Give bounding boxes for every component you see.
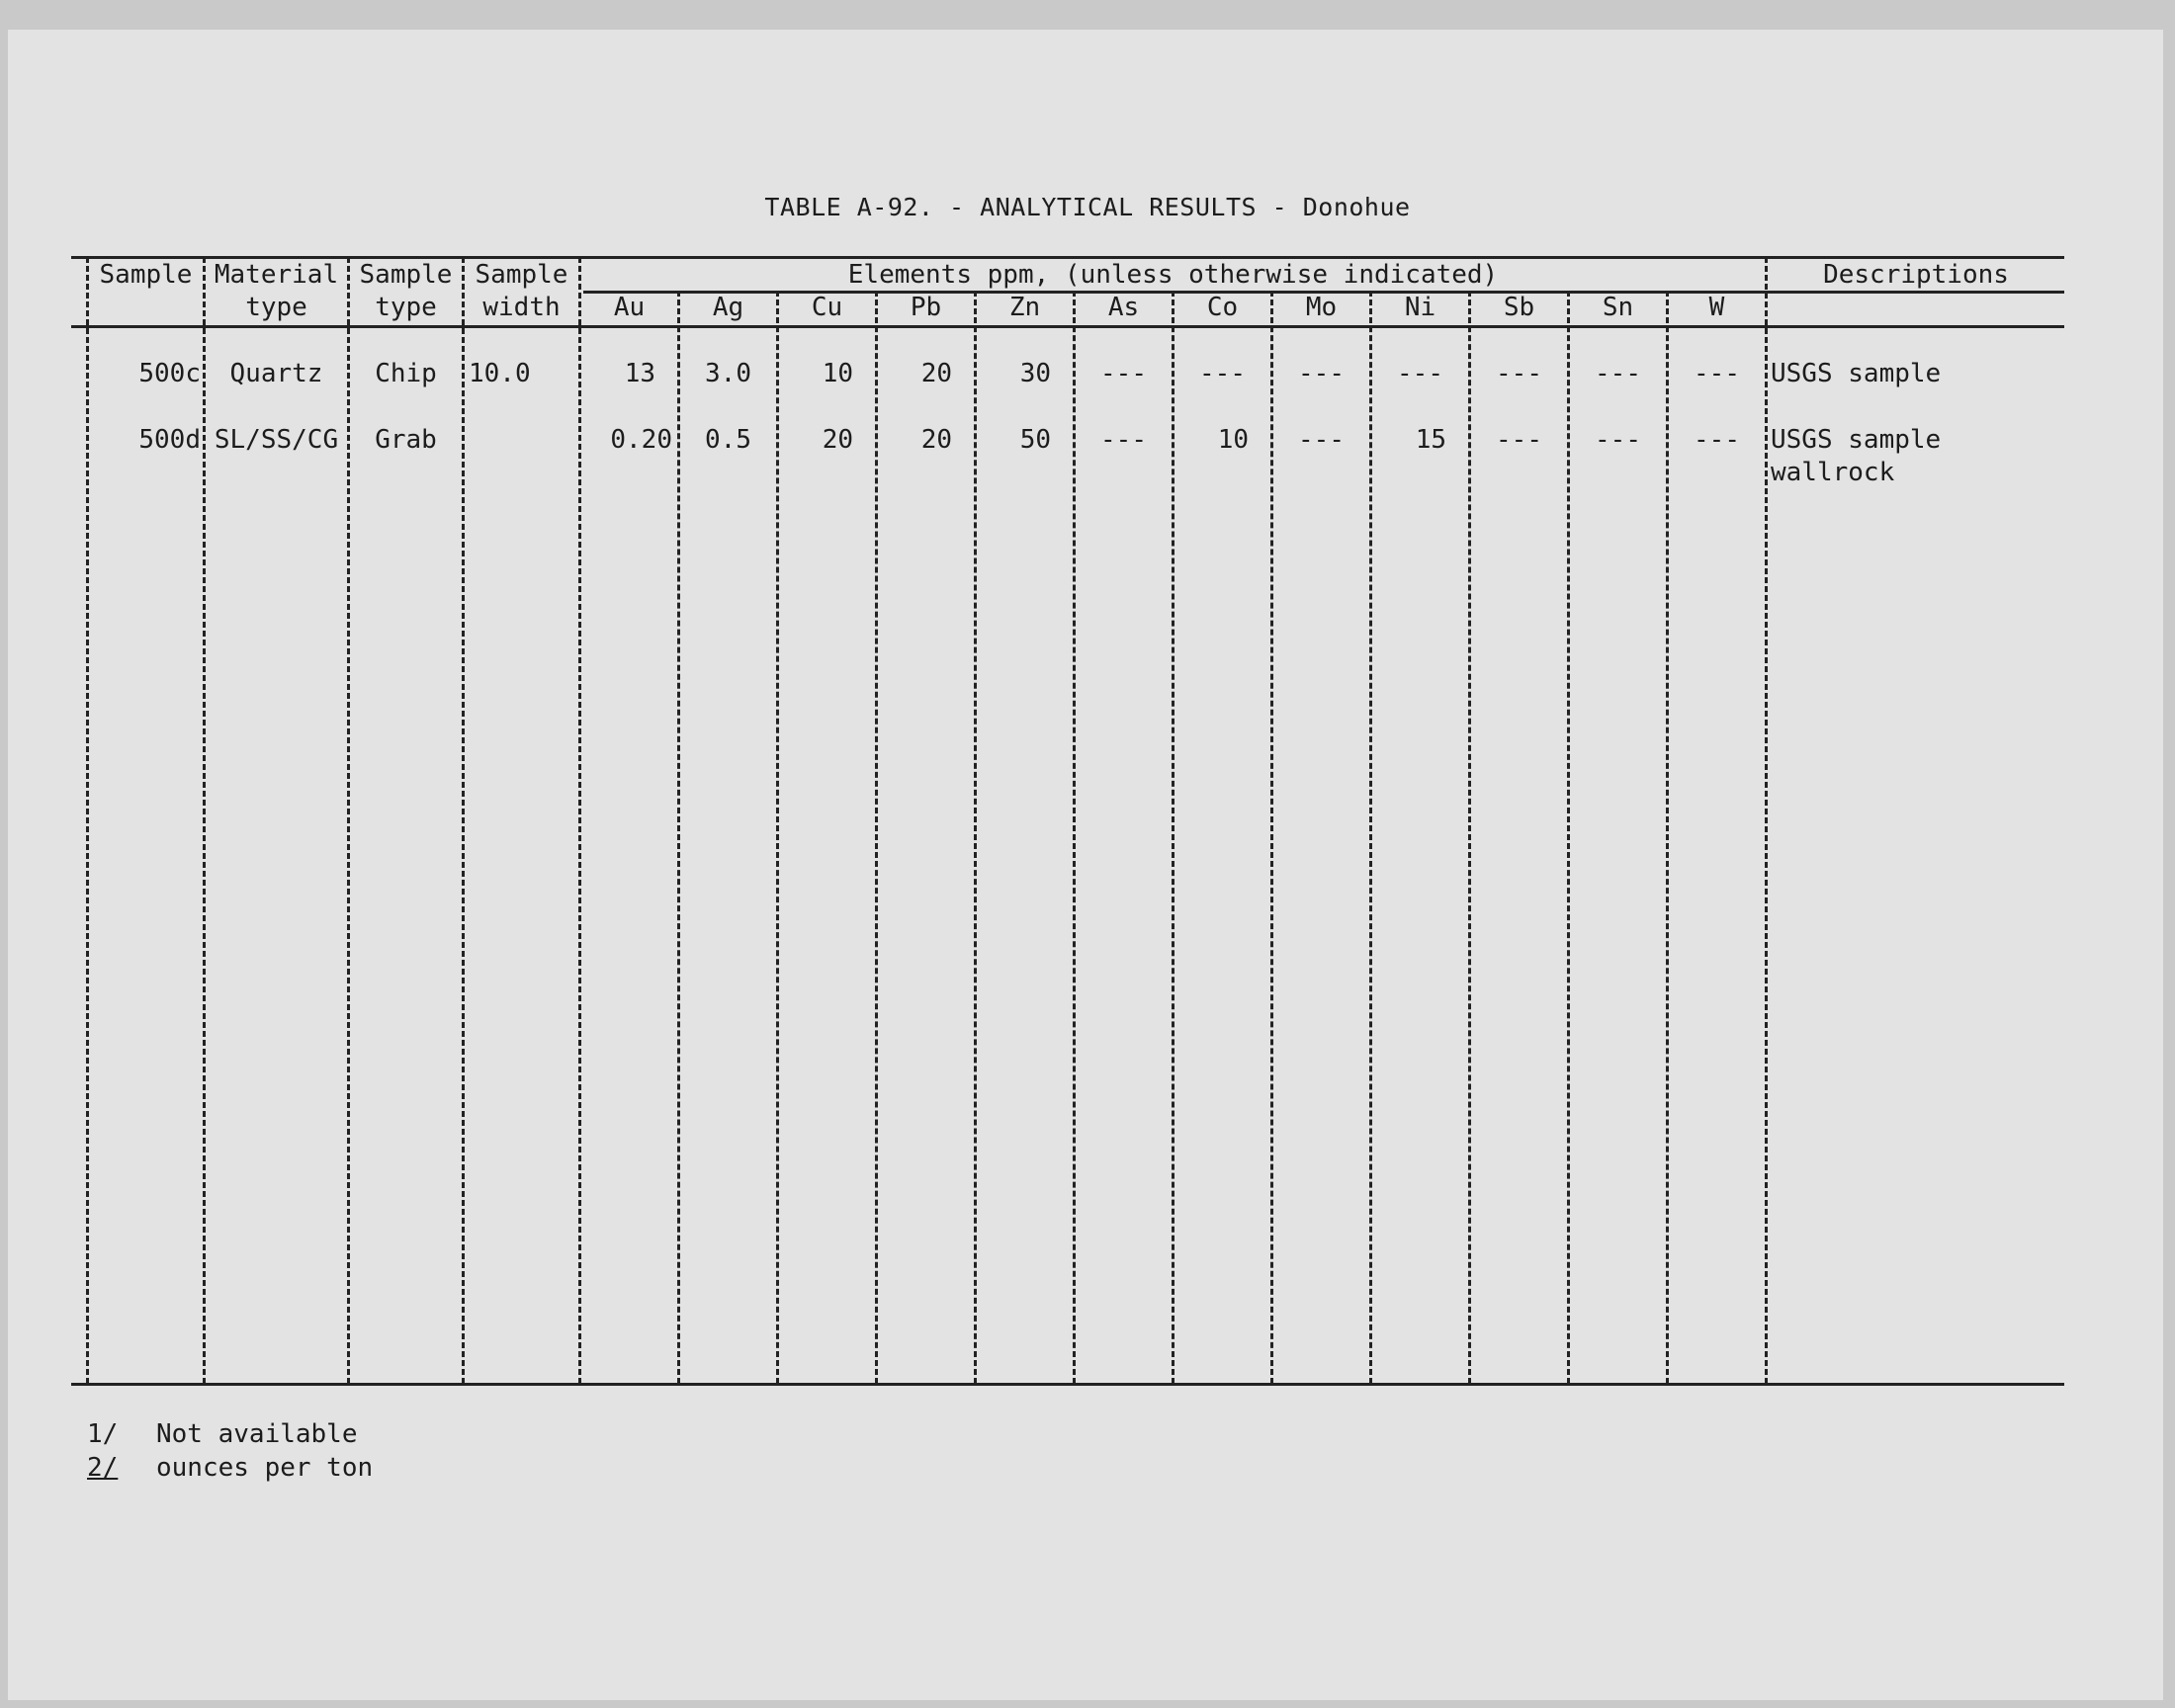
header-co: Co xyxy=(1206,293,1239,322)
footnote-text: ounces per ton xyxy=(156,1453,374,1483)
table-cell-sample: 500c xyxy=(138,359,201,388)
table-cell-ag: 3.0 xyxy=(705,359,751,388)
table-cell-mo: --- xyxy=(1298,359,1345,388)
column-divider xyxy=(1765,257,1768,1384)
footnote xyxy=(87,1451,373,1485)
table-cell-ag: 0.5 xyxy=(705,425,751,455)
header-sn: Sn xyxy=(1602,293,1634,322)
header-as: As xyxy=(1107,293,1140,322)
table-title: TABLE A-92. - ANALYTICAL RESULTS - Donohue xyxy=(764,193,1411,221)
table-cell-as: --- xyxy=(1100,425,1147,455)
table-cell-sb: --- xyxy=(1496,425,1542,455)
table-cell-type: Grab xyxy=(375,425,437,455)
header-type: type xyxy=(375,293,437,322)
header-descriptions: Descriptions xyxy=(1823,260,2009,290)
table-cell-mo: --- xyxy=(1298,425,1345,455)
column-divider xyxy=(462,257,465,1384)
table-cell-w: --- xyxy=(1694,359,1740,388)
table-cell-au: 13 xyxy=(624,359,655,388)
header-sb: Sb xyxy=(1503,293,1535,322)
header-mo: Mo xyxy=(1305,293,1338,322)
table-cell-width: 10.0 xyxy=(469,359,531,388)
table-cell-zn: 30 xyxy=(1019,359,1051,388)
table-cell-description-cont: wallrock xyxy=(1771,458,1895,487)
footnote xyxy=(87,1417,373,1451)
header-cu: Cu xyxy=(811,293,843,322)
table-cell-au: 0.20 xyxy=(610,425,672,455)
header-elements: Elements ppm, (unless otherwise indicated) xyxy=(847,260,1499,290)
footnote-number: 2/ xyxy=(87,1453,119,1483)
table-cell-cu: 20 xyxy=(822,425,853,455)
table-cell-co: 10 xyxy=(1217,425,1249,455)
table-cell-ni: --- xyxy=(1397,359,1443,388)
table-cell-sn: --- xyxy=(1595,425,1641,455)
header-pb: Pb xyxy=(910,293,942,322)
table-cell-description: USGS sample xyxy=(1771,359,1942,388)
table-cell-cu: 10 xyxy=(822,359,853,388)
table-cell-description: USGS sample xyxy=(1771,425,1942,455)
header-zn: Zn xyxy=(1008,293,1041,322)
table-cell-pb: 20 xyxy=(920,359,952,388)
header-au: Au xyxy=(613,293,646,322)
table-cell-material: Quartz xyxy=(229,359,323,388)
table-cell-ni: 15 xyxy=(1415,425,1446,455)
table-cell-sb: --- xyxy=(1496,359,1542,388)
table-cell-zn: 50 xyxy=(1019,425,1051,455)
header-material: Material xyxy=(214,260,339,290)
table-cell-w: --- xyxy=(1694,425,1740,455)
table-cell-co: --- xyxy=(1199,359,1246,388)
header-sample: Sample xyxy=(99,260,193,290)
footnote-number: 1/ xyxy=(87,1419,119,1449)
table-cell-sn: --- xyxy=(1595,359,1641,388)
table-cell-pb: 20 xyxy=(920,425,952,455)
table-cell-material: SL/SS/CG xyxy=(214,425,339,455)
header-sample-width: Sample xyxy=(475,260,568,290)
table-cell-sample: 500d xyxy=(138,425,201,455)
header-width: width xyxy=(482,293,561,322)
table-cell-as: --- xyxy=(1100,359,1147,388)
header-sample-type: Sample xyxy=(359,260,453,290)
header-w: W xyxy=(1708,293,1725,322)
footnote-text: Not available xyxy=(156,1419,358,1449)
footnotes xyxy=(87,1417,373,1485)
table-cell-type: Chip xyxy=(375,359,437,388)
header-ag: Ag xyxy=(712,293,744,322)
header-material-type: type xyxy=(245,293,307,322)
header-ni: Ni xyxy=(1404,293,1436,322)
